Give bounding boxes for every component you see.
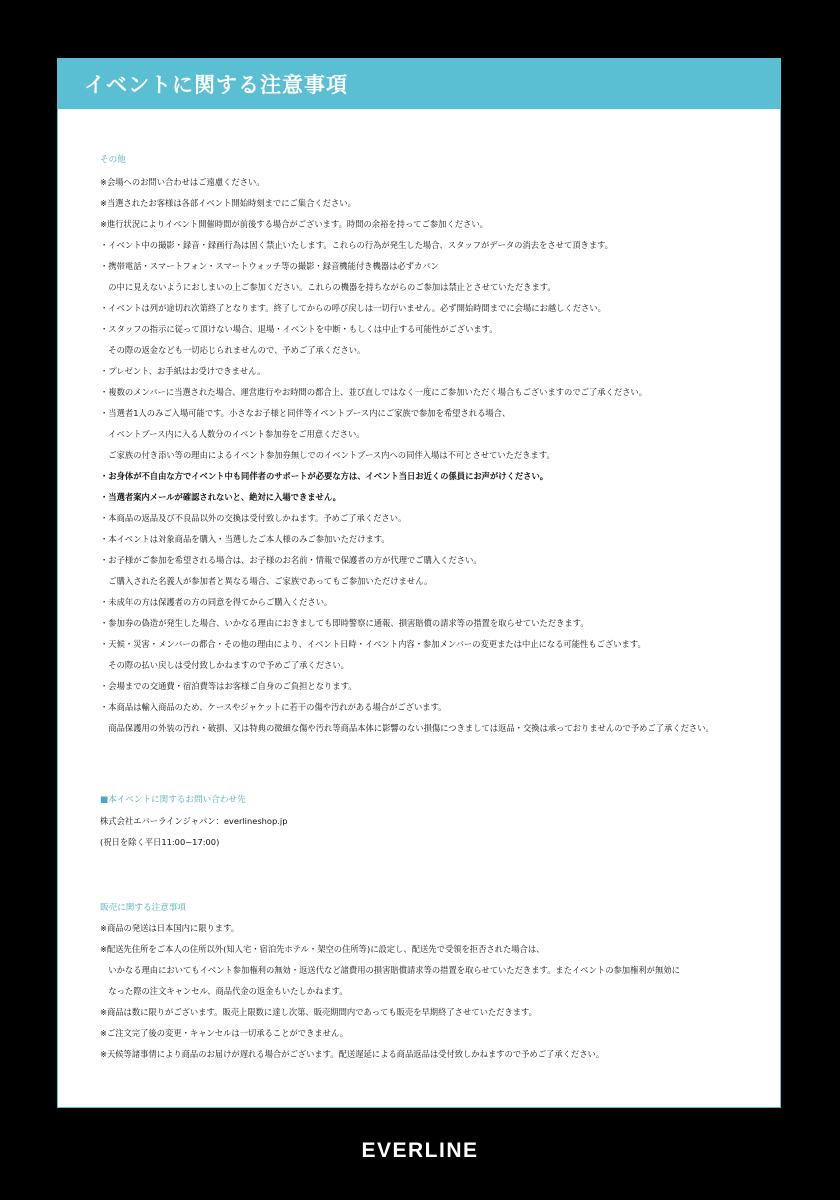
notice-line: ・お子様がご参加を希望される場合は、お子様のお名前・情報で保護者の方が代理でご購入ください。 xyxy=(100,555,482,565)
notice-line-emphasis: ・当選者案内メールが確認されないと、絶対に入場できません。 xyxy=(100,492,341,502)
notice-line: ・会場までの交通費・宿泊費等はお客様ご自身のご負担となります。 xyxy=(100,681,357,691)
notice-line-emphasis: ・お身体が不自由な方でイベント中も同伴者のサポートが必要な方は、イベント当日お近くの係員にお声がけください。 xyxy=(100,471,549,481)
notice-line: ・スタッフの指示に従って頂けない場合、退場・イベントを中断・もしくは中止する可能性がございます。 xyxy=(100,324,498,334)
notice-line: ・複数のメンバーに当選された場合、運営進行やお時間の都合上、並び直しではなく一度にご参加いただく場合もございますのでご了承ください。 xyxy=(100,387,648,397)
notice-line: ※進行状況によりイベント開催時間が前後する場合がございます。時間の余裕を持ってご参加ください。 xyxy=(100,219,488,229)
section-contact xyxy=(100,793,760,853)
section-sales xyxy=(100,901,760,1065)
section-other-title: その他 xyxy=(100,155,126,165)
section-sales-title: 販売に関する注意事項 xyxy=(100,903,186,913)
notice-line: ・プレゼント、お手紙はお受けできません。 xyxy=(100,366,266,376)
page-title: イベントに関する注意事項 xyxy=(84,73,348,97)
notice-line: その際の払い戻しは受付致しかねますので予めご了承ください。 xyxy=(100,660,349,670)
section-other xyxy=(100,153,760,739)
notice-content xyxy=(100,153,760,1065)
notice-line: いかなる理由においてもイベント参加権利の無効・返送代など諸費用の損害賠償請求等の措置を取らせていただきます。またイベントの参加権利が無効に xyxy=(100,965,680,975)
notice-line: ※ご注文完了後の変更・キャンセルは一切承ることができません。 xyxy=(100,1028,349,1038)
header-bar xyxy=(58,59,780,109)
notice-line: ・未成年の方は保護者の方の同意を得てからご購入ください。 xyxy=(100,597,333,607)
notice-line: ・参加券の偽造が発生した場合、いかなる理由におきましても即時警察に通報、損害賠償の請求等の措置を取らせていただきます。 xyxy=(100,618,589,628)
contact-hours: (祝日を除く平日11:00~17:00) xyxy=(100,837,220,847)
notice-line: ※会場へのお問い合わせはご遠慮ください。 xyxy=(100,177,265,187)
notice-line: ※商品は数に限りがございます。販売上限数に達し次第、販売期間内であっても販売を早期終了させていただきます。 xyxy=(100,1007,537,1017)
notice-line: ・本商品は輸入商品のため、ケースやジャケットに若干の傷や汚れがある場合がございます。 xyxy=(100,702,447,712)
notice-line: ご家族の付き添い等の理由によるイベント参加券無しでのイベントブース内への同伴入場は不可とさせていただきます。 xyxy=(100,450,555,460)
notice-line: ご購入された名義人が参加者と異なる場合、ご家族であってもご参加いただけません。 xyxy=(100,576,433,586)
notice-line: 商品保護用の外装の汚れ・破損、又は特典の微細な傷や汚れ等商品本体に影響のない損傷につきましては返品・交換は承っておりませんので予めご了承ください。 xyxy=(100,723,714,733)
contact-company: 株式会社エバーラインジャパン：everlineshop.jp xyxy=(100,816,288,826)
notice-card xyxy=(57,58,781,1108)
notice-line: ・携帯電話・スマートフォン・スマートウォッチ等の撮影・録音機能付き機器は必ずカバン xyxy=(100,261,439,271)
notice-line: の中に見えないようにおしまいの上ご参加ください。これらの機器を持ちながらのご参加は禁止とさせていただきます。 xyxy=(100,282,556,292)
notice-line: ・本商品の返品及び不良品以外の交換は受付致しかねます。予めご了承ください。 xyxy=(100,513,407,523)
notice-line: ※商品の発送は日本国内に限ります。 xyxy=(100,923,240,933)
section-other-lines xyxy=(100,172,760,739)
notice-line: ・本イベントは対象商品を購入・当選したご本人様のみご参加いただけます。 xyxy=(100,534,390,544)
notice-line: ・天候・災害・メンバーの都合・その他の理由により、イベント日時・イベント内容・参加メンバーの変更または中止になる可能性もございます。 xyxy=(100,639,646,649)
notice-line: その際の返金なども一切応じられませんので、予めご了承ください。 xyxy=(100,345,366,355)
section-sales-lines xyxy=(100,918,760,1065)
notice-line: ・イベントは列が途切れ次第終了となります。終了してからの呼び戻しは一切行いません。必ず開始時間までに会場にお越しください。 xyxy=(100,303,606,313)
everline-logo: EVERLINE xyxy=(361,1139,479,1162)
notice-line: なった際の注文キャンセル、商品代金の返金もいたしかねます。 xyxy=(100,986,348,996)
notice-line: ※配送先住所をご本人の住所以外(知人宅・宿泊先ホテル・架空の住所等)に設定し、配送先で受領を拒否された場合は、 xyxy=(100,944,545,954)
notice-line: ※天候等諸事情により商品のお届けが遅れる場合がございます。配送遅延による商品返品は受付致しかねますので予めご了承ください。 xyxy=(100,1049,605,1059)
section-contact-title: ■本イベントに関するお問い合わせ先 xyxy=(100,795,246,805)
notice-line: ・イベント中の撮影・録音・録画行為は固く禁止いたします。これらの行為が発生した場合、スタッフがデータの消去をさせて頂きます。 xyxy=(100,240,614,250)
notice-line: ※当選されたお客様は各部イベント開始時刻までにご集合ください。 xyxy=(100,198,356,208)
notice-line: イベントブース内に入る人数分のイベント参加券をご用意ください。 xyxy=(100,429,365,439)
notice-line: ・当選者1人のみご入場可能です。小さなお子様と同伴等イベントブース内にご家族で参加を希望される場合、 xyxy=(100,408,511,418)
